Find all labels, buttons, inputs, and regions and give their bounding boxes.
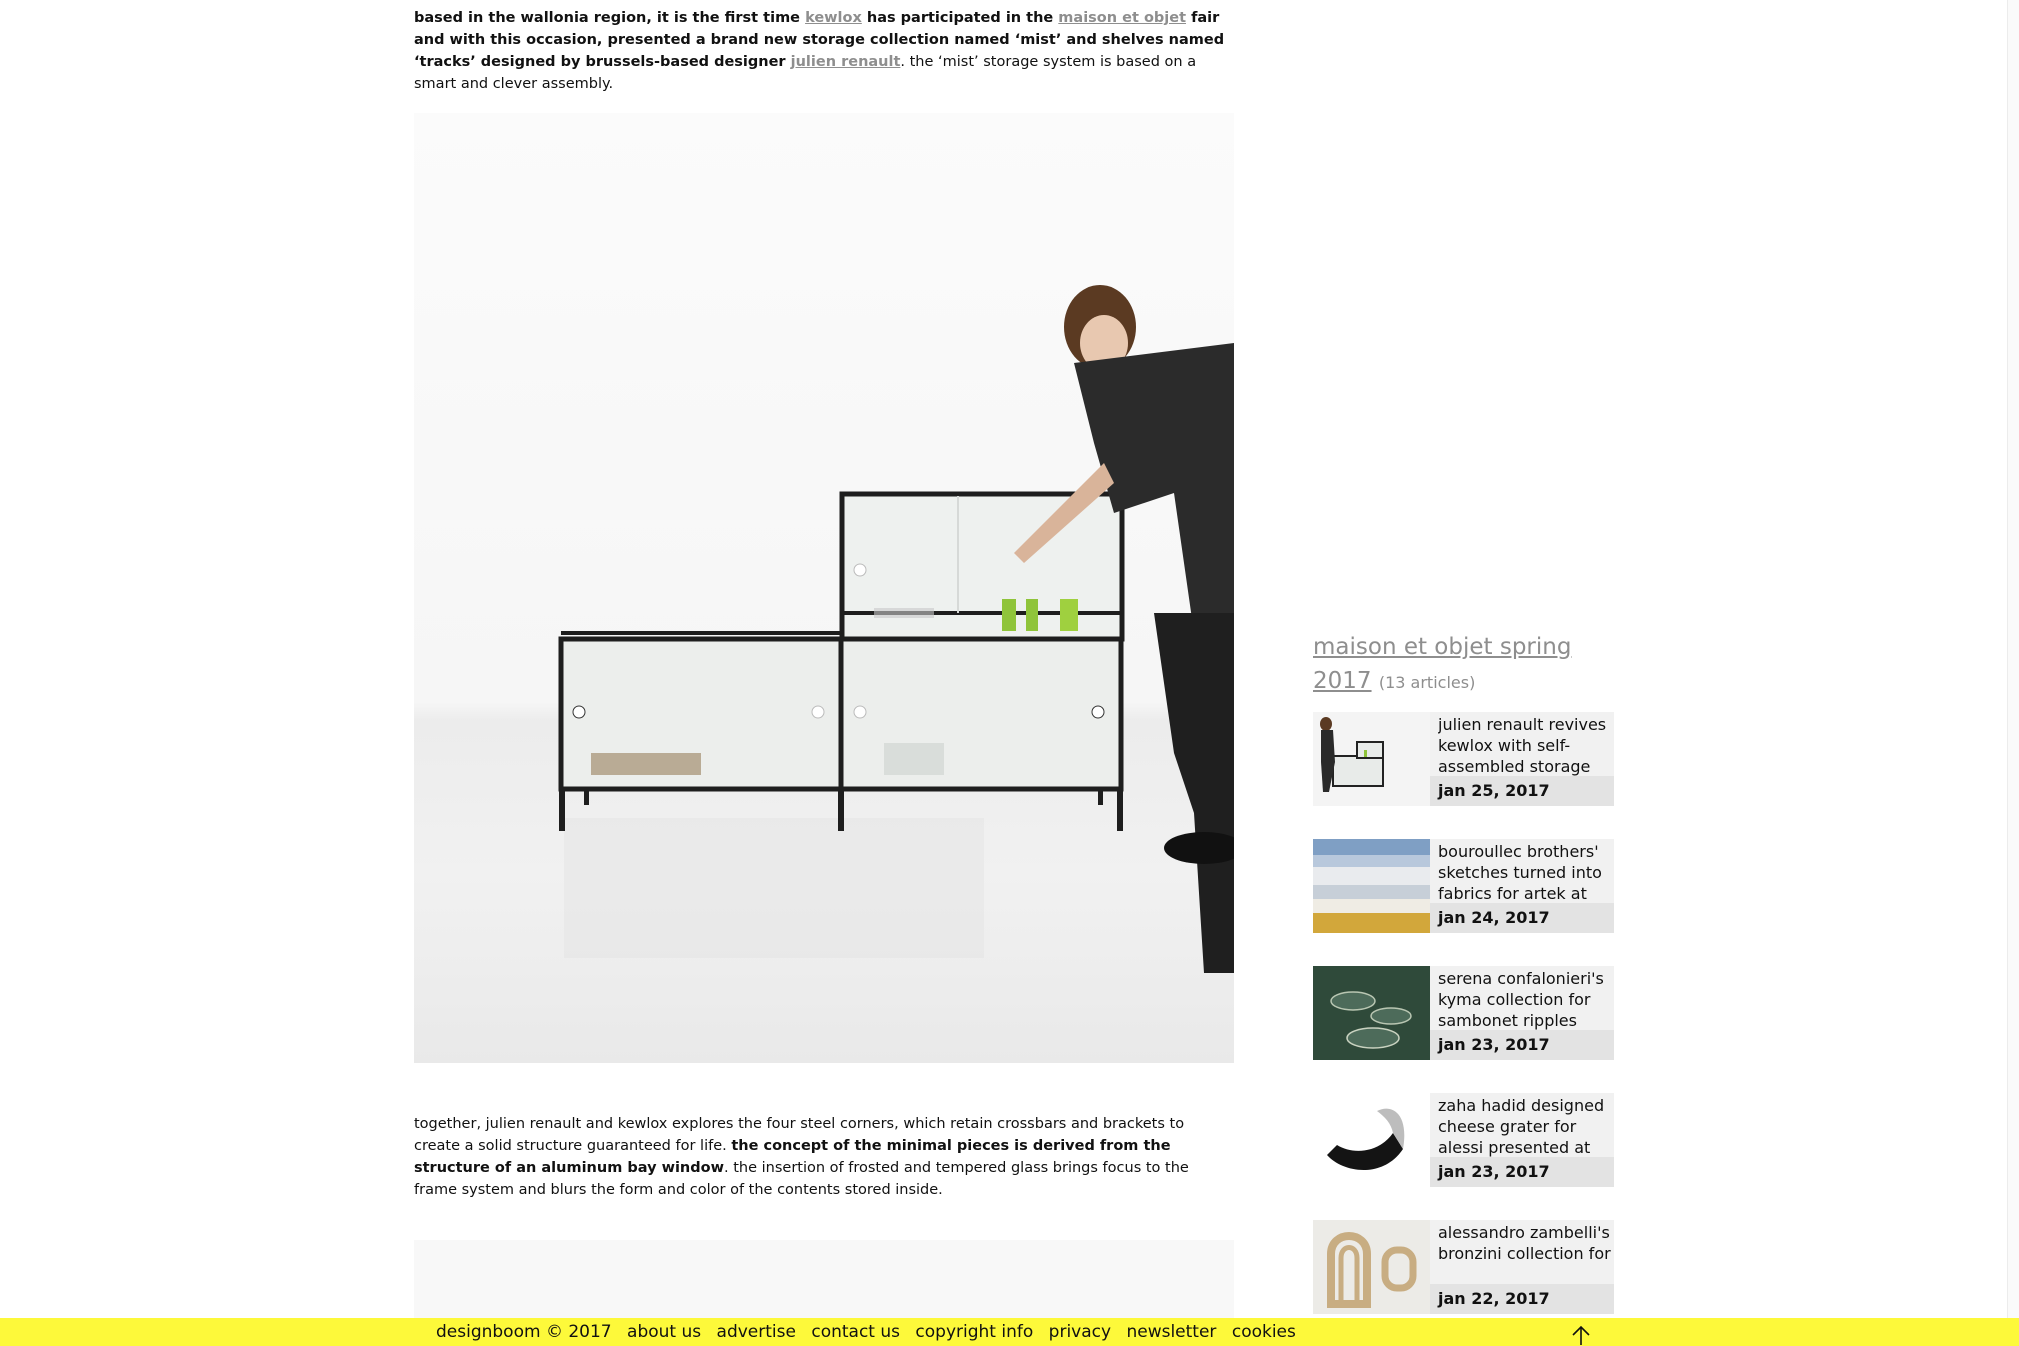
- intro-text-1: based in the wallonia region, it is the first time: [414, 10, 806, 26]
- arrow-up-icon[interactable]: [1571, 1325, 1591, 1345]
- footer-link-privacy[interactable]: privacy: [1048, 1322, 1112, 1342]
- article-headline[interactable]: alessandro zambelli's bronzini collection for: [1438, 1223, 1611, 1263]
- article-card-text[interactable]: [1430, 966, 1614, 1060]
- footer-links: [436, 1318, 1306, 1346]
- article-thumbnail[interactable]: [1313, 712, 1430, 806]
- footer-copyright: designboom © 2017: [436, 1322, 612, 1342]
- article-date: jan 24, 2017: [1430, 903, 1614, 933]
- sidebar-article-item[interactable]: [1313, 966, 1633, 1060]
- article-date: jan 22, 2017: [1430, 1284, 1614, 1314]
- page-scrollbar[interactable]: [2007, 0, 2019, 1318]
- footer-link-contact-us[interactable]: contact us: [811, 1322, 901, 1342]
- article-card-text[interactable]: [1430, 712, 1614, 806]
- article-thumbnail[interactable]: [1313, 1093, 1430, 1187]
- structure-text-bold: the concept of the minimal pieces is derived from the structure of an aluminum bay window: [414, 1138, 1171, 1176]
- article-headline[interactable]: zaha hadid designed cheese grater for alessi presented at: [1438, 1096, 1605, 1157]
- sidebar-article-item[interactable]: [1313, 712, 1633, 806]
- sidebar-article-item[interactable]: [1313, 1093, 1633, 1187]
- article-paragraph-structure: [414, 1113, 1234, 1201]
- article-date: jan 23, 2017: [1430, 1157, 1614, 1187]
- article-date: jan 23, 2017: [1430, 1030, 1614, 1060]
- link-maison-et-objet[interactable]: maison et objet: [1058, 10, 1187, 26]
- article-photo-mist-storage: [414, 113, 1234, 1063]
- article-card-text[interactable]: [1430, 1220, 1614, 1314]
- structure-text-3: . the insertion of frosted and tempered glass brings focus to the frame system and blurs the form and color of the contents stored inside.: [414, 1160, 1189, 1198]
- footer-link-copyright-info[interactable]: copyright info: [915, 1322, 1034, 1342]
- article-date: jan 25, 2017: [1430, 776, 1614, 806]
- sidebar-heading-link[interactable]: maison et objet spring 2017: [1313, 634, 1572, 694]
- article-headline[interactable]: serena confalonieri's kyma collection for sambonet ripples: [1438, 969, 1604, 1030]
- link-julien-renault[interactable]: julien renault: [790, 54, 901, 70]
- sidebar-article-list: [1313, 712, 1633, 1346]
- article-paragraph-intro: [414, 7, 1234, 95]
- related-articles-sidebar: [1313, 630, 1633, 1308]
- article-card-text[interactable]: [1430, 839, 1614, 933]
- intro-text-4: . the ‘mist’ storage system is based on a smart and clever assembly.: [414, 54, 1197, 92]
- footer-link-newsletter[interactable]: newsletter: [1126, 1322, 1217, 1342]
- sidebar-article-count: (13 articles): [1378, 673, 1476, 692]
- intro-text-2: has participated in the: [861, 10, 1059, 26]
- site-footer: [0, 1318, 2019, 1346]
- article-thumbnail[interactable]: [1313, 839, 1430, 933]
- intro-text-3: fair and with this occasion, presented a brand new storage collection named ‘mist’ and shelves named ‘tracks’ designed by brussels-based designer: [414, 10, 1225, 70]
- article-thumbnail[interactable]: [1313, 1220, 1430, 1314]
- article-headline[interactable]: julien renault revives kewlox with self-assembled storage: [1438, 715, 1607, 776]
- link-kewlox[interactable]: kewlox: [805, 10, 862, 26]
- structure-text-1: together, julien renault and kewlox explores the four steel corners, which retain crossbars and brackets to create a solid structure guaranteed for life.: [414, 1116, 1185, 1154]
- article-card-text[interactable]: [1430, 1093, 1614, 1187]
- sidebar-article-item[interactable]: [1313, 839, 1633, 933]
- mist-storage-illustration: [414, 113, 1234, 1063]
- sidebar-article-item[interactable]: [1313, 1220, 1633, 1314]
- footer-link-about-us[interactable]: about us: [627, 1322, 702, 1342]
- footer-link-cookies[interactable]: cookies: [1231, 1322, 1296, 1342]
- sidebar-heading: [1313, 630, 1633, 700]
- article-thumbnail[interactable]: [1313, 966, 1430, 1060]
- article-headline[interactable]: bouroullec brothers' sketches turned into fabrics for artek at: [1438, 842, 1602, 903]
- footer-link-advertise[interactable]: advertise: [716, 1322, 796, 1342]
